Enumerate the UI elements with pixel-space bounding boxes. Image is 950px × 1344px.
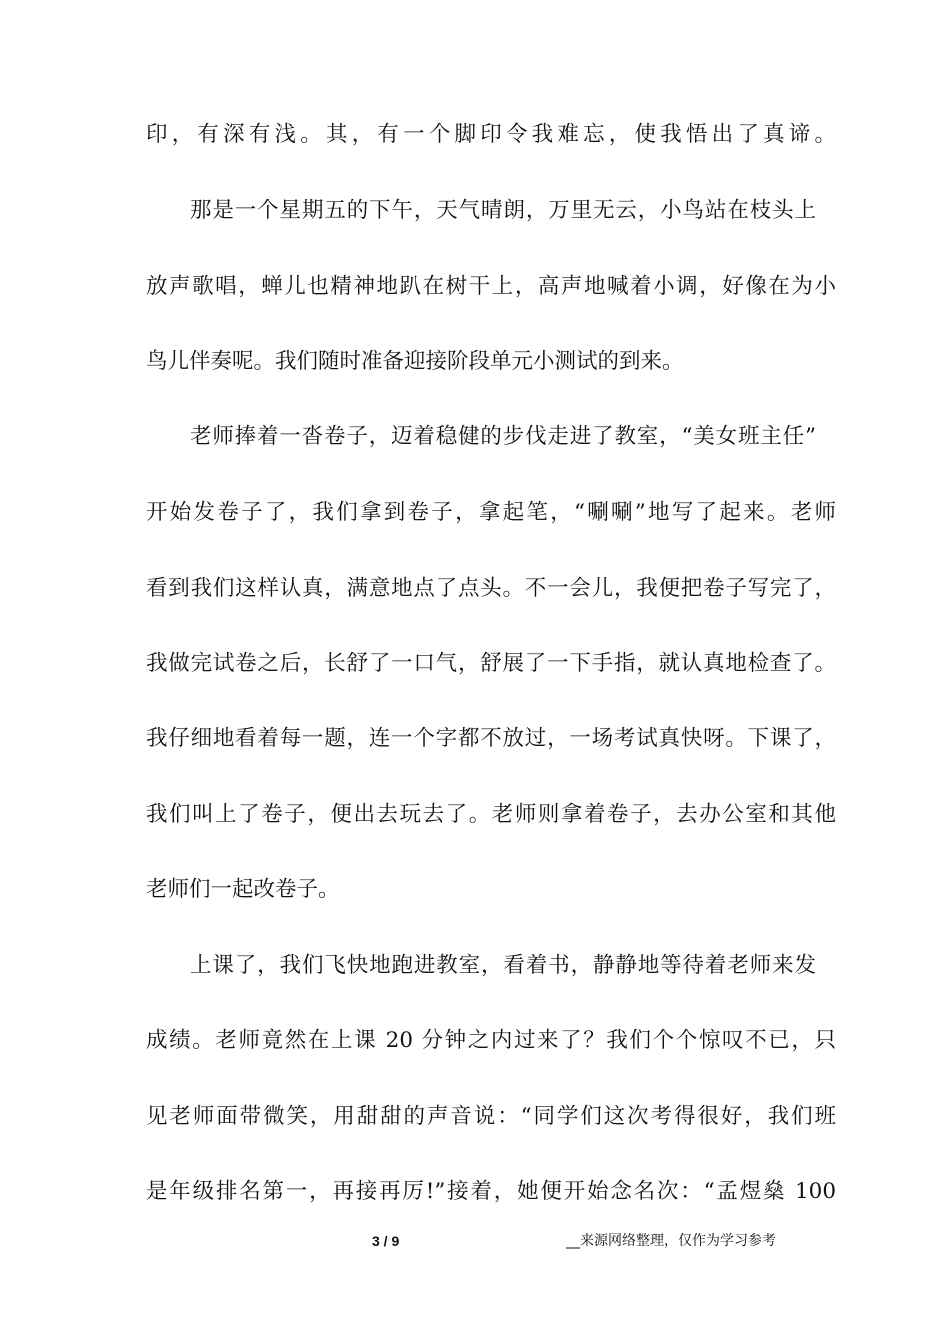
footer-note: __来源网络整理，仅作为学习参考 xyxy=(566,1233,776,1249)
text-line-1: 印，有深有浅。其，有一个脚印令我难忘，使我悟出了真谛。 xyxy=(146,122,836,147)
text-line-8: 我做完试卷之后，长舒了一口气，舒展了一下手指，就认真地检查了。 xyxy=(146,651,836,676)
text-line-13: 成绩。老师竟然在上课 20 分钟之内过来了？我们个个惊叹不已，只 xyxy=(146,1028,836,1053)
text-line-12: 上课了，我们飞快地跑进教室，看着书，静静地等待着老师来发 xyxy=(190,953,816,978)
text-line-11: 老师们一起改卷子。 xyxy=(146,877,340,902)
page-number: 3 / 9 xyxy=(372,1233,400,1249)
text-line-14: 见老师面带微笑，用甜甜的声音说：“同学们这次考得很好，我们班 xyxy=(146,1104,836,1129)
text-line-7: 看到我们这样认真，满意地点了点头。不一会儿，我便把卷子写完了， xyxy=(146,576,836,601)
text-line-5: 老师捧着一沓卷子，迈着稳健的步伐走进了教室，“美女班主任” xyxy=(190,424,816,449)
text-line-9: 我仔细地看着每一题，连一个字都不放过，一场考试真快呀。下课了， xyxy=(146,726,836,751)
text-line-3: 放声歌唱，蝉儿也精神地趴在树干上，高声地喊着小调，好像在为小 xyxy=(146,274,836,299)
text-line-2: 那是一个星期五的下午，天气晴朗，万里无云，小鸟站在枝头上 xyxy=(190,198,816,223)
text-line-4: 鸟儿伴奏呢。我们随时准备迎接阶段单元小测试的到来。 xyxy=(146,349,684,374)
text-line-10: 我们叫上了卷子，便出去玩去了。老师则拿着卷子，去办公室和其他 xyxy=(146,802,836,827)
text-line-6: 开始发卷子了，我们拿到卷子，拿起笔，“唰唰”地写了起来。老师 xyxy=(146,500,836,525)
text-line-15: 是年级排名第一，再接再厉!”接着，她便开始念名次：“孟煜燊 100 xyxy=(146,1179,836,1204)
